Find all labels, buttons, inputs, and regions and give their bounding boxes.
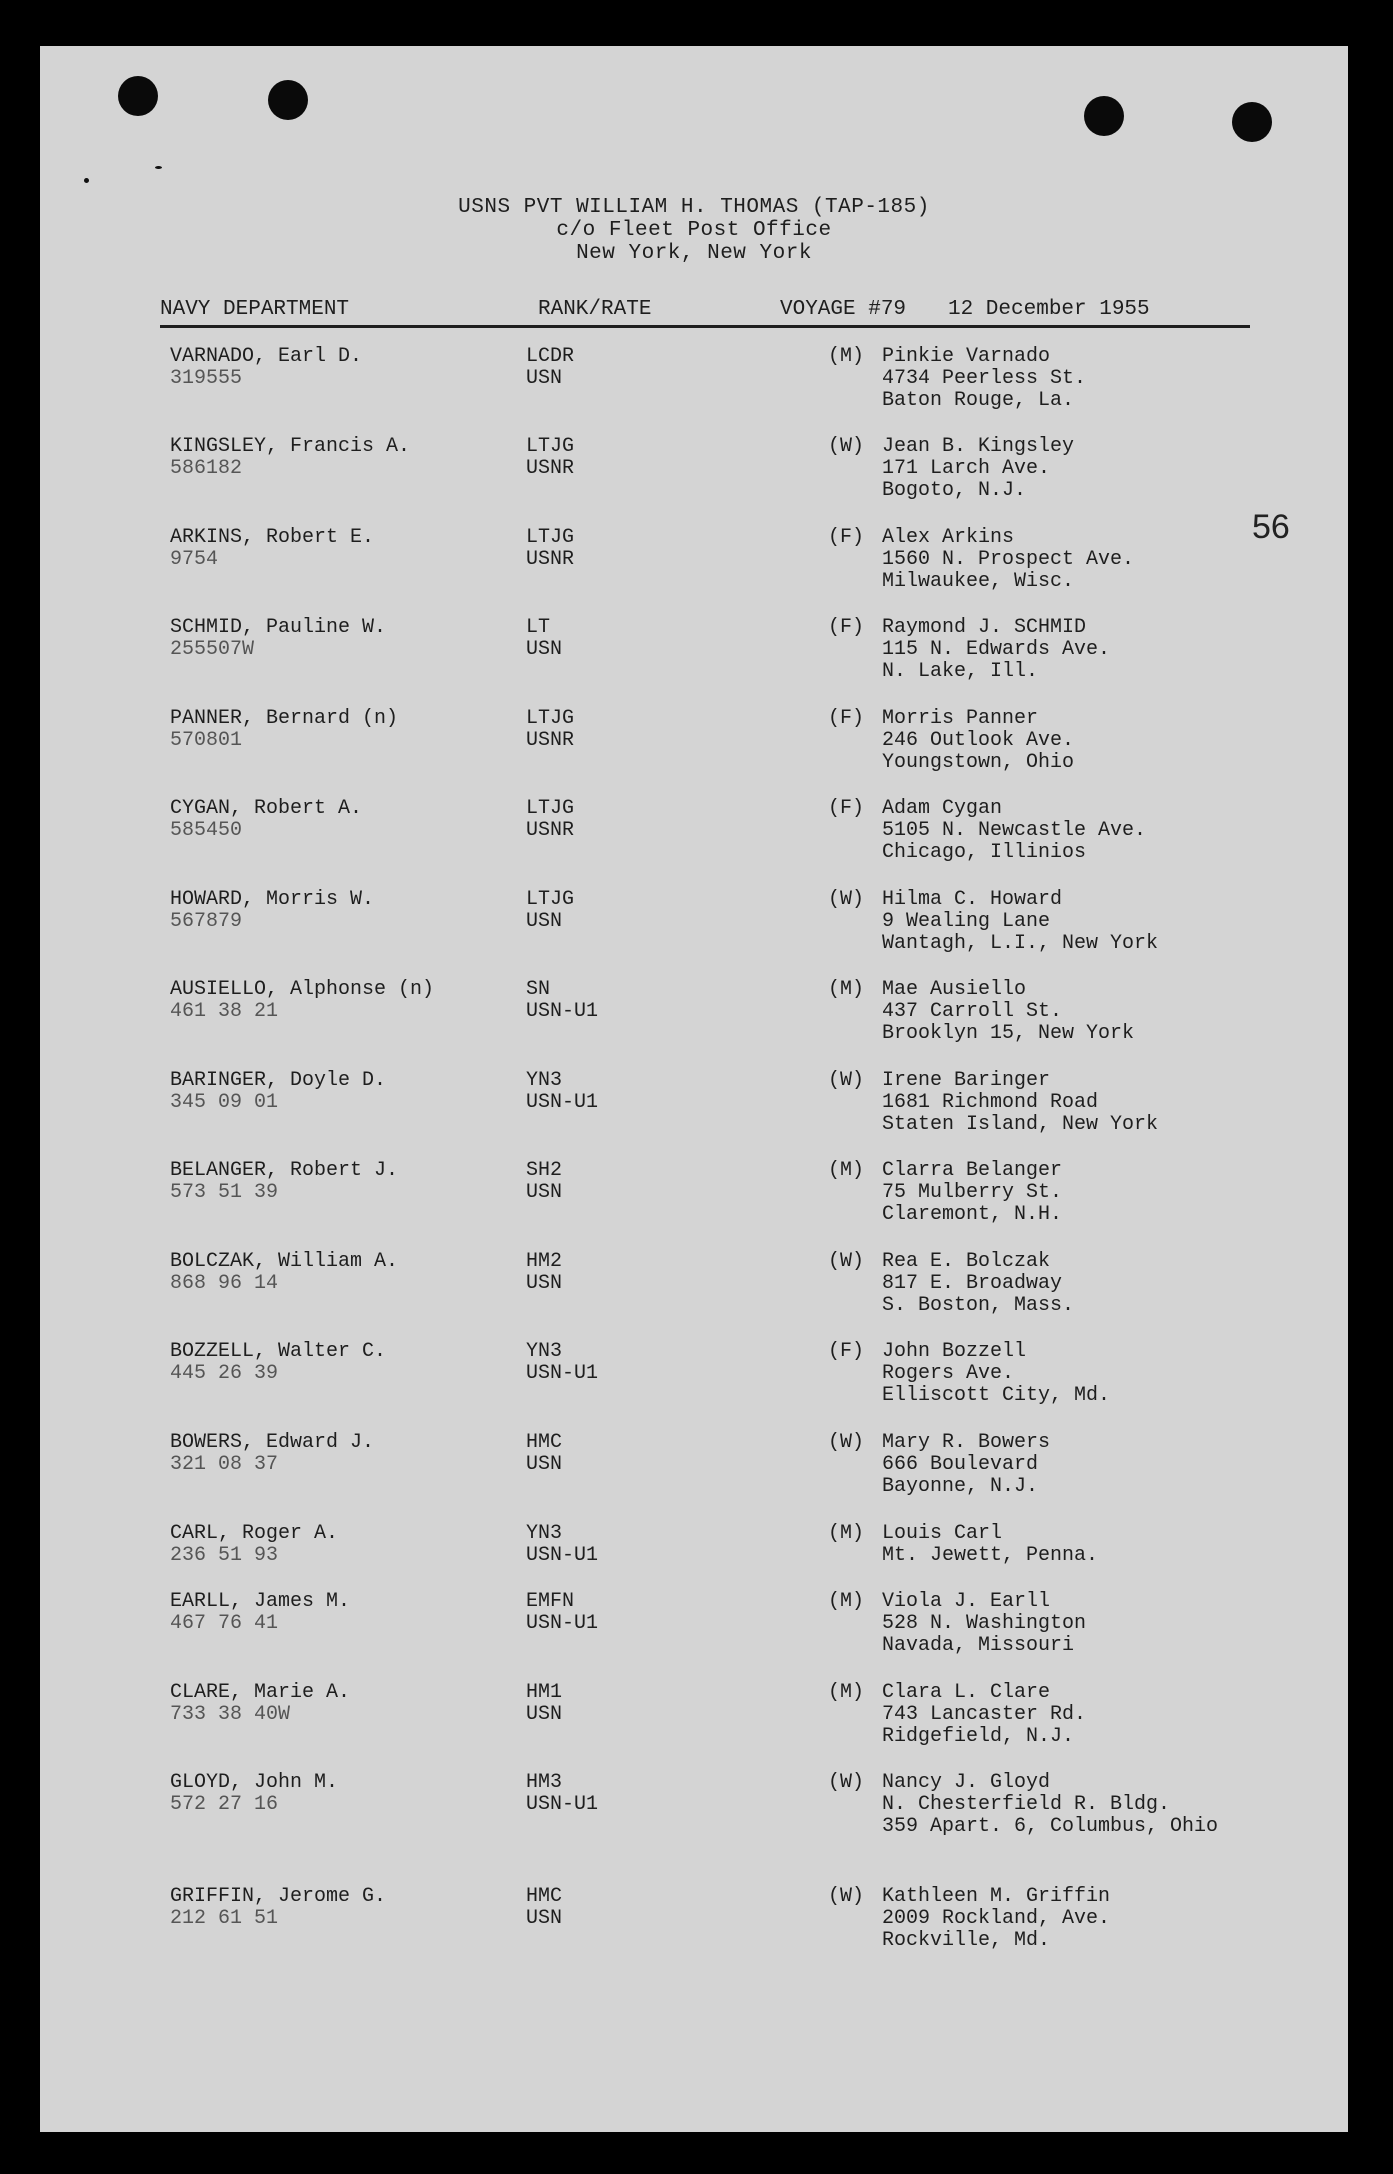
address-line: 743 Lancaster Rd. [882, 1703, 1087, 1726]
service-number: 9754 [170, 548, 219, 571]
rank-rate: YN3 [526, 1522, 563, 1545]
address-line: 4734 Peerless St. [882, 367, 1087, 390]
address-line: Ridgefield, N.J. [882, 1725, 1075, 1748]
next-of-kin-address [882, 1682, 1086, 1748]
rank-rate: EMFN [526, 1590, 575, 1613]
relation-code: (F) [828, 707, 865, 730]
rank-rate: LTJG [526, 797, 575, 820]
next-of-kin-address [882, 1432, 1050, 1498]
column-date: 12 December 1955 [948, 298, 1150, 321]
next-of-kin-address [882, 798, 1146, 864]
address-line: 666 Boulevard [882, 1453, 1039, 1476]
punch-hole [1232, 102, 1272, 142]
service-number: 236 51 93 [170, 1544, 279, 1567]
address-line: Brooklyn 15, New York [882, 1022, 1135, 1045]
service-branch: USN-U1 [526, 1091, 599, 1114]
ship-location: New York, New York [576, 242, 812, 265]
address-line: Adam Cygan [882, 797, 1003, 820]
rank-rate: LTJG [526, 888, 575, 911]
relation-code: (M) [828, 345, 865, 368]
relation-code: (W) [828, 435, 865, 458]
service-branch: USN [526, 367, 563, 390]
rank-rate: SH2 [526, 1159, 563, 1182]
address-line: N. Lake, Ill. [882, 660, 1039, 683]
list-item [40, 1591, 1348, 1671]
address-line: Baton Rouge, La. [882, 389, 1075, 412]
list-item [40, 1251, 1348, 1331]
next-of-kin-address [882, 617, 1110, 683]
speck [155, 166, 162, 169]
page-number: 56 [1252, 508, 1290, 546]
address-line: 359 Apart. 6, Columbus, Ohio [882, 1815, 1219, 1838]
list-item [40, 1160, 1348, 1240]
relation-code: (M) [828, 978, 865, 1001]
address-line: 5105 N. Newcastle Ave. [882, 819, 1147, 842]
punch-hole [268, 80, 308, 120]
relation-code: (W) [828, 1885, 865, 1908]
rank-rate: LCDR [526, 345, 575, 368]
address-line: Louis Carl [882, 1522, 1003, 1545]
address-line: Morris Panner [882, 707, 1039, 730]
list-item [40, 798, 1348, 878]
address-line: Rockville, Md. [882, 1929, 1051, 1952]
service-branch: USN-U1 [526, 1793, 599, 1816]
address-line: Wantagh, L.I., New York [882, 932, 1159, 955]
column-voyage: VOYAGE #79 [780, 298, 907, 321]
service-number: 461 38 21 [170, 1000, 279, 1023]
service-number: 572 27 16 [170, 1793, 279, 1816]
service-number: 321 08 37 [170, 1453, 279, 1476]
list-item [40, 1070, 1348, 1150]
rank-rate: HM3 [526, 1771, 563, 1794]
service-number: 445 26 39 [170, 1362, 279, 1385]
person-name: PANNER, Bernard (n) [170, 707, 399, 730]
rank-rate: HM1 [526, 1681, 563, 1704]
person-name: EARLL, James M. [170, 1590, 351, 1613]
person-name: GRIFFIN, Jerome G. [170, 1885, 387, 1908]
address-line: Chicago, Illinios [882, 841, 1087, 864]
address-line: Hilma C. Howard [882, 888, 1063, 911]
address-line: Navada, Missouri [882, 1634, 1075, 1657]
service-number: 586182 [170, 457, 243, 480]
list-item [40, 1772, 1348, 1852]
next-of-kin-address [882, 708, 1074, 774]
relation-code: (M) [828, 1159, 865, 1182]
person-name: AUSIELLO, Alphonse (n) [170, 978, 435, 1001]
service-branch: USN [526, 638, 563, 661]
address-line: Raymond J. SCHMID [882, 616, 1087, 639]
address-line: Clara L. Clare [882, 1681, 1051, 1704]
next-of-kin-address [882, 1591, 1086, 1657]
person-name: VARNADO, Earl D. [170, 345, 363, 368]
address-line: Nancy J. Gloyd [882, 1771, 1051, 1794]
service-branch: USN-U1 [526, 1612, 599, 1635]
service-number: 212 61 51 [170, 1907, 279, 1930]
relation-code: (W) [828, 1771, 865, 1794]
person-name: HOWARD, Morris W. [170, 888, 375, 911]
next-of-kin-address [882, 436, 1074, 502]
address-line: Bayonne, N.J. [882, 1475, 1039, 1498]
service-number: 868 96 14 [170, 1272, 279, 1295]
address-line: Jean B. Kingsley [882, 435, 1075, 458]
address-line: 1681 Richmond Road [882, 1091, 1099, 1114]
ship-care-of: c/o Fleet Post Office [556, 219, 832, 242]
rank-rate: HMC [526, 1885, 563, 1908]
service-branch: USNR [526, 819, 575, 842]
list-item [40, 346, 1348, 426]
address-line: N. Chesterfield R. Bldg. [882, 1793, 1171, 1816]
person-name: BOLCZAK, William A. [170, 1250, 399, 1273]
relation-code: (W) [828, 1431, 865, 1454]
person-name: CYGAN, Robert A. [170, 797, 363, 820]
service-branch: USN-U1 [526, 1362, 599, 1385]
service-number: 467 76 41 [170, 1612, 279, 1635]
relation-code: (M) [828, 1522, 865, 1545]
relation-code: (M) [828, 1681, 865, 1704]
rank-rate: SN [526, 978, 551, 1001]
service-number: 570801 [170, 729, 243, 752]
ship-header [40, 196, 1348, 265]
relation-code: (F) [828, 1340, 865, 1363]
service-number: 585450 [170, 819, 243, 842]
next-of-kin-address [882, 1772, 1218, 1838]
list-item [40, 436, 1348, 516]
punch-hole [1084, 96, 1124, 136]
list-item [40, 1432, 1348, 1512]
relation-code: (F) [828, 526, 865, 549]
list-item [40, 889, 1348, 969]
relation-code: (M) [828, 1590, 865, 1613]
person-name: BOZZELL, Walter C. [170, 1340, 387, 1363]
service-number: 567879 [170, 910, 243, 933]
person-name: CLARE, Marie A. [170, 1681, 351, 1704]
address-line: 9 Wealing Lane [882, 910, 1051, 933]
person-name: BOWERS, Edward J. [170, 1431, 375, 1454]
person-name: GLOYD, John M. [170, 1771, 339, 1794]
next-of-kin-address [882, 979, 1134, 1045]
address-line: Kathleen M. Griffin [882, 1885, 1111, 1908]
address-line: Viola J. Earll [882, 1590, 1051, 1613]
person-name: ARKINS, Robert E. [170, 526, 375, 549]
relation-code: (W) [828, 888, 865, 911]
address-line: 115 N. Edwards Ave. [882, 638, 1111, 661]
service-number: 319555 [170, 367, 243, 390]
next-of-kin-address [882, 1341, 1110, 1407]
next-of-kin-address [882, 889, 1158, 955]
next-of-kin-address [882, 1070, 1158, 1136]
list-item [40, 1341, 1348, 1421]
address-line: Pinkie Varnado [882, 345, 1051, 368]
service-branch: USN [526, 1907, 563, 1930]
next-of-kin-address [882, 527, 1134, 593]
relation-code: (F) [828, 616, 865, 639]
rank-rate: YN3 [526, 1340, 563, 1363]
person-name: BARINGER, Doyle D. [170, 1069, 387, 1092]
address-line: Staten Island, New York [882, 1113, 1159, 1136]
service-number: 733 38 40W [170, 1703, 291, 1726]
address-line: 2009 Rockland, Ave. [882, 1907, 1111, 1930]
service-number: 345 09 01 [170, 1091, 279, 1114]
service-branch: USN [526, 1181, 563, 1204]
document-page [40, 46, 1348, 2132]
next-of-kin-address [882, 1160, 1062, 1226]
service-branch: USN-U1 [526, 1000, 599, 1023]
service-branch: USN [526, 1272, 563, 1295]
column-department: NAVY DEPARTMENT [160, 298, 350, 321]
address-line: Clarra Belanger [882, 1159, 1063, 1182]
service-branch: USNR [526, 729, 575, 752]
relation-code: (F) [828, 797, 865, 820]
address-line: Bogoto, N.J. [882, 479, 1027, 502]
address-line: Claremont, N.H. [882, 1203, 1063, 1226]
next-of-kin-address [882, 1523, 1098, 1567]
list-item [40, 527, 1348, 607]
service-branch: USNR [526, 548, 575, 571]
relation-code: (W) [828, 1250, 865, 1273]
person-name: BELANGER, Robert J. [170, 1159, 399, 1182]
next-of-kin-address [882, 346, 1086, 412]
address-line: 528 N. Washington [882, 1612, 1087, 1635]
rank-rate: LTJG [526, 526, 575, 549]
header-rule [160, 325, 1250, 328]
rank-rate: HMC [526, 1431, 563, 1454]
service-branch: USN-U1 [526, 1544, 599, 1567]
list-item [40, 1886, 1348, 1966]
rank-rate: HM2 [526, 1250, 563, 1273]
service-number: 573 51 39 [170, 1181, 279, 1204]
address-line: Milwaukee, Wisc. [882, 570, 1075, 593]
address-line: Mae Ausiello [882, 978, 1027, 1001]
next-of-kin-address [882, 1251, 1074, 1317]
rank-rate: LT [526, 616, 551, 639]
service-branch: USN [526, 910, 563, 933]
list-item [40, 979, 1348, 1059]
list-item [40, 708, 1348, 788]
ship-name: USNS PVT WILLIAM H. THOMAS (TAP-185) [458, 196, 930, 219]
service-branch: USN [526, 1703, 563, 1726]
list-item [40, 1682, 1348, 1762]
rank-rate: LTJG [526, 707, 575, 730]
address-line: 75 Mulberry St. [882, 1181, 1063, 1204]
address-line: 246 Outlook Ave. [882, 729, 1075, 752]
next-of-kin-address [882, 1886, 1110, 1952]
address-line: Alex Arkins [882, 526, 1015, 549]
address-line: Mt. Jewett, Penna. [882, 1544, 1099, 1567]
address-line: Rea E. Bolczak [882, 1250, 1051, 1273]
address-line: John Bozzell [882, 1340, 1027, 1363]
service-number: 255507W [170, 638, 255, 661]
column-rank: RANK/RATE [538, 298, 652, 321]
rank-rate: LTJG [526, 435, 575, 458]
list-item [40, 617, 1348, 697]
person-name: SCHMID, Pauline W. [170, 616, 387, 639]
address-line: S. Boston, Mass. [882, 1294, 1075, 1317]
rank-rate: YN3 [526, 1069, 563, 1092]
address-line: Rogers Ave. [882, 1362, 1015, 1385]
person-name: CARL, Roger A. [170, 1522, 339, 1545]
address-line: Elliscott City, Md. [882, 1384, 1111, 1407]
service-branch: USN [526, 1453, 563, 1476]
punch-hole [118, 76, 158, 116]
speck [84, 178, 89, 183]
address-line: 437 Carroll St. [882, 1000, 1063, 1023]
relation-code: (W) [828, 1069, 865, 1092]
address-line: Youngstown, Ohio [882, 751, 1075, 774]
column-headers [160, 298, 1250, 324]
address-line: 1560 N. Prospect Ave. [882, 548, 1135, 571]
service-branch: USNR [526, 457, 575, 480]
address-line: 171 Larch Ave. [882, 457, 1051, 480]
person-name: KINGSLEY, Francis A. [170, 435, 411, 458]
address-line: 817 E. Broadway [882, 1272, 1063, 1295]
address-line: Mary R. Bowers [882, 1431, 1051, 1454]
address-line: Irene Baringer [882, 1069, 1051, 1092]
